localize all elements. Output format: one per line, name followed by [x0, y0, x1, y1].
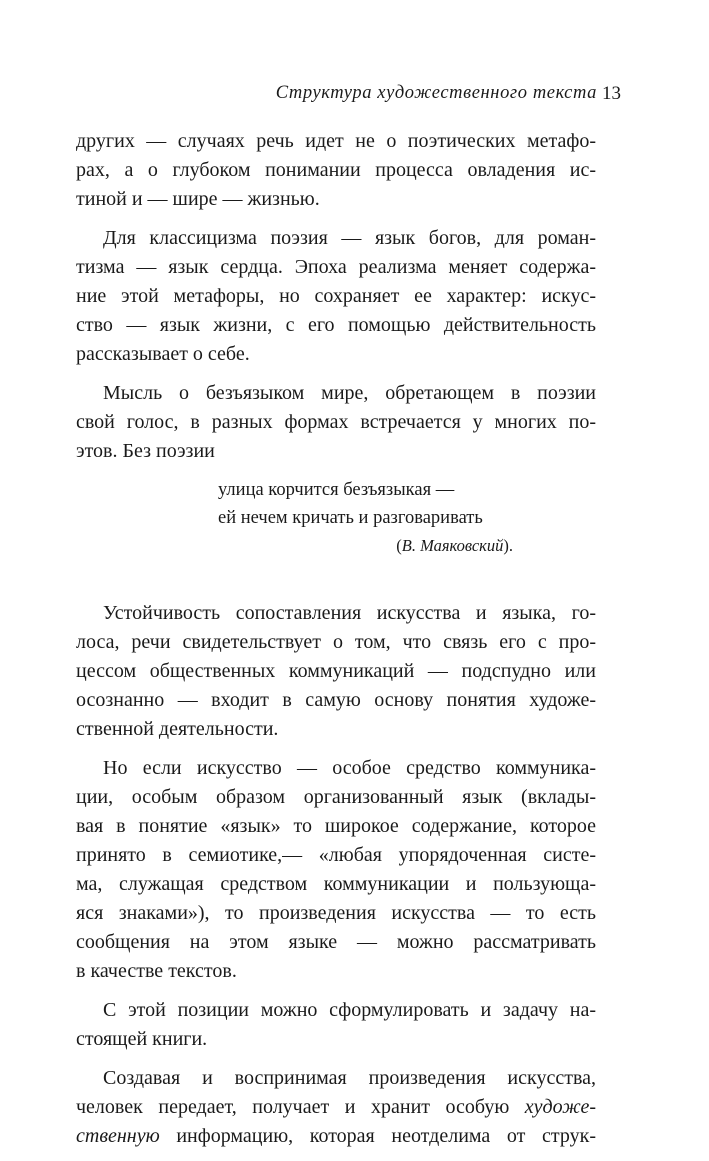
text-line: ции, особым образом организованный язык (вклады-	[76, 786, 596, 808]
text-line: Устойчивость сопоставления искусства и языка, го-	[103, 602, 596, 624]
paragraph	[76, 379, 596, 466]
text-line: принято в семиотике,— «любая упорядоченная систе-	[76, 844, 596, 866]
body-text	[76, 127, 596, 1161]
paragraph	[76, 127, 596, 214]
text-line: Создавая и воспринимая произведения искусства,	[103, 1067, 596, 1089]
running-head-title: Структура художественного текста	[275, 83, 597, 103]
paragraph	[76, 754, 596, 986]
text-line: тизма — язык сердца. Эпоха реализма меняет содержа-	[76, 256, 596, 278]
paragraph	[76, 599, 596, 744]
text-line: человек передает, получает и хранит особую художе-	[76, 1096, 596, 1118]
running-head	[76, 83, 621, 104]
text-line: этов. Без поэзии	[76, 440, 215, 462]
text-line: лоса, речи свидетельствует о том, что связь его с про-	[76, 631, 596, 653]
text-line: сообщения на этом языке — можно рассматривать	[76, 931, 596, 953]
text-line: осознанно — входит в самую основу понятия художе-	[76, 689, 596, 711]
italic-term: художе-	[524, 1096, 596, 1118]
page-number: 13	[602, 83, 621, 104]
text-line: С этой позиции можно сформулировать и задачу на-	[103, 999, 596, 1021]
text-line: Но если искусство — особое средство коммуника-	[103, 757, 596, 779]
text-line: вая в понятие «язык» то широкое содержание, которое	[76, 815, 596, 837]
verse-quote	[218, 476, 596, 560]
text-line: рах, а о глубоком понимании процесса овладения ис-	[76, 159, 596, 181]
text-line: ние этой метафоры, но сохраняет ее характер: искус-	[76, 285, 596, 307]
text-line: ственной деятельности.	[76, 718, 279, 740]
quote-author-name: В. Маяковский	[401, 536, 504, 555]
text-line: ственную информацию, которая неотделима от струк-	[76, 1125, 596, 1147]
paragraph	[76, 1064, 596, 1151]
text-line: Мысль о безъязыком мире, обретающем в поэзии	[103, 382, 596, 404]
paragraph	[76, 224, 596, 369]
text-line: других — случаях речь идет не о поэтических метафо-	[76, 130, 596, 152]
text-line: тиной и — шире — жизнью.	[76, 188, 320, 210]
text-line: в качестве текстов.	[76, 960, 237, 982]
quote-author: (В. Маяковский).	[396, 536, 513, 555]
italic-term: ственную	[76, 1125, 160, 1147]
text-line: яся знаками»), то произведения искусства — то есть	[76, 902, 596, 924]
verse-line: улица корчится безъязыкая —	[218, 480, 455, 500]
verse-line: ей нечем кричать и разговаривать	[218, 508, 483, 528]
text-line: Для классицизма поэзия — язык богов, для роман-	[103, 227, 596, 249]
text-line: свой голос, в разных формах встречается у многих по-	[76, 411, 596, 433]
text-line: ство — язык жизни, с его помощью действительность	[76, 314, 596, 336]
text-line: стоящей книги.	[76, 1028, 208, 1050]
paragraph	[76, 996, 596, 1054]
text-line: ма, служащая средством коммуникации и пользующа-	[76, 873, 596, 895]
text-line: рассказывает о себе.	[76, 343, 250, 365]
text-line: цессом общественных коммуникаций — подспудно или	[76, 660, 596, 682]
